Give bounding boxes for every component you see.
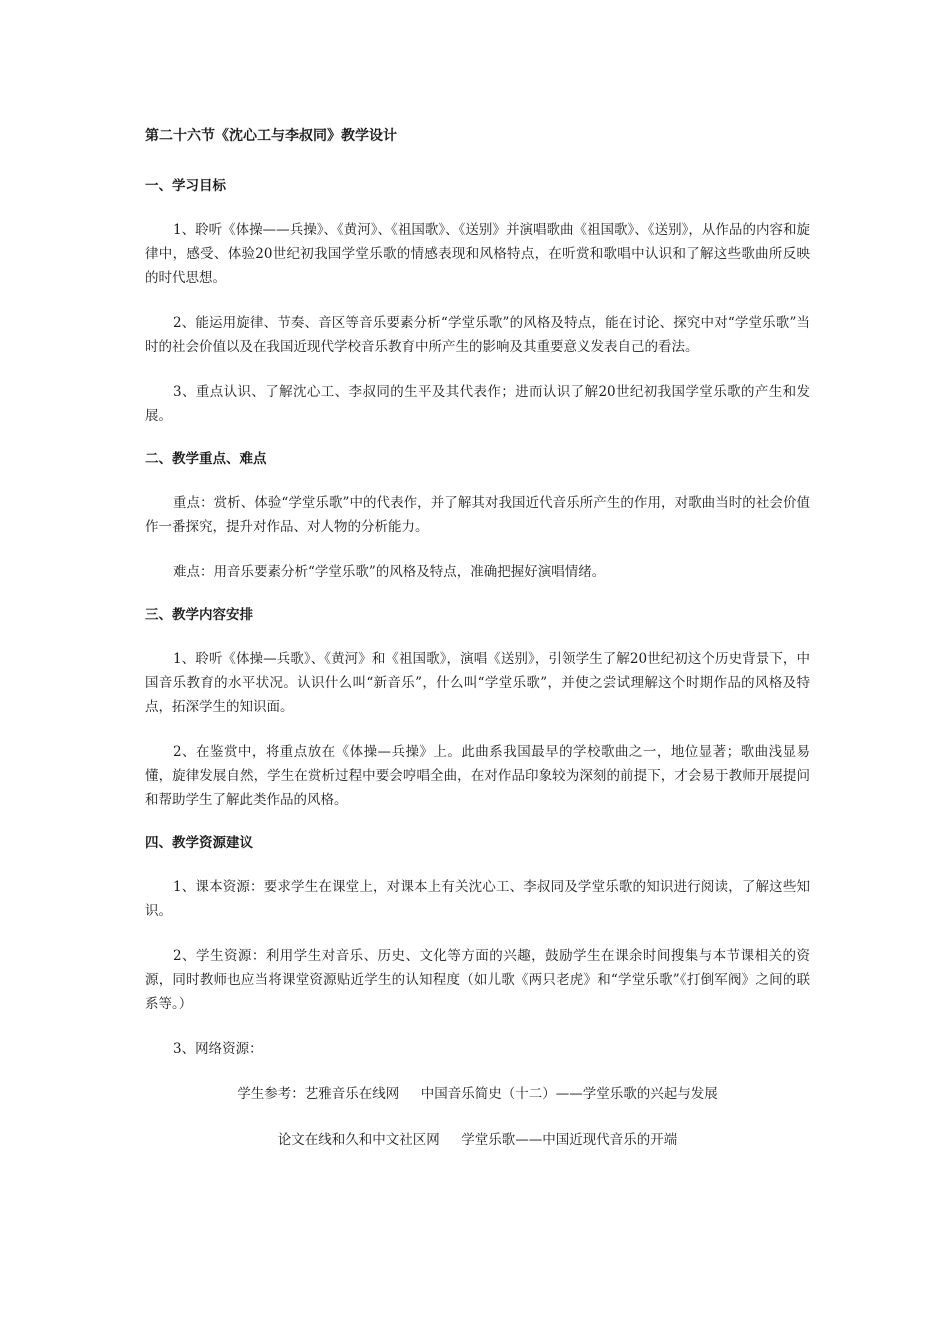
paragraph: 2、学生资源：利用学生对音乐、历史、文化等方面的兴趣，鼓励学生在课余时间搜集与本节课相关的资源，同时教师也应当将课堂资源贴近学生的认知程度（如儿歌《两只老虎》和“学堂乐歌”《打倒军阀》之间的联系等。） <box>145 948 810 1012</box>
section-heading: 二、教学重点、难点 <box>145 451 267 467</box>
paragraph: 2、在鉴赏中，将重点放在《体操—兵操》上。此曲系我国最早的学校歌曲之一，地位显著；歌曲浅显易懂，旋律发展自然，学生在赏析过程中要会哼唱全曲，在对作品印象较为深刻的前提下，才会易于教师开展提问和帮助学生了解此类作品的风格。 <box>145 744 810 808</box>
section-content-plan <box>145 605 810 812</box>
section-resources <box>145 833 810 1061</box>
paragraph: 2、能运用旋律、节奏、音区等音乐要素分析“学堂乐歌”的风格及特点，能在讨论、探究中对“学堂乐歌”当时的社会价值以及在我国近现代学校音乐教育中所产生的影响及其重要意义发表自己的看法。 <box>145 315 810 355</box>
paragraph: 3、重点认识、了解沈心工、李叔同的生平及其代表作；进而认识了解20世纪初我国学堂乐歌的产生和发展。 <box>145 384 810 424</box>
paragraph: 3、网络资源： <box>173 1041 263 1057</box>
paragraph: 1、聆听《体操——兵操》、《黄河》、《祖国歌》、《送别》并演唱歌曲《祖国歌》、《送别》，从作品的内容和旋律中，感受、体验20世纪初我国学堂乐歌的情感表现和风格特点，在听赏和歌唱中认识和了解这些歌曲所反映的时代思想。 <box>145 222 810 286</box>
paragraph: 难点：用音乐要素分析“学堂乐歌”的风格及特点，准确把握好演唱情绪。 <box>173 564 606 580</box>
document-page <box>145 126 810 1174</box>
resource-link-line: 学生参考：艺雅音乐在线网 中国音乐简史（十二）——学堂乐歌的兴起与发展 <box>237 1086 718 1102</box>
resource-link-line: 论文在线和久和中文社区网 学堂乐歌——中国近现代音乐的开端 <box>277 1132 678 1148</box>
document-title: 第二十六节《沈心工与李叔同》教学设计 <box>145 128 397 144</box>
section-heading: 三、教学内容安排 <box>145 607 253 623</box>
paragraph: 1、课本资源：要求学生在课堂上，对课本上有关沈心工、李叔同及学堂乐歌的知识进行阅读，了解这些知识。 <box>145 879 810 919</box>
section-key-points <box>145 449 810 584</box>
section-learning-goals <box>145 176 810 428</box>
section-heading: 一、学习目标 <box>145 178 226 194</box>
paragraph: 重点：赏析、体验“学堂乐歌”中的代表作，并了解其对我国近代音乐所产生的作用，对歌曲当时的社会价值作一番探究，提升对作品、对人物的分析能力。 <box>145 495 810 535</box>
paragraph: 1、聆听《体操—兵歌》、《黄河》和《祖国歌》，演唱《送别》，引领学生了解20世纪初这个历史背景下，中国音乐教育的水平状况。认识什么叫“新音乐”，什么叫“学堂乐歌”，并使之尝试理解这个时期作品的风格及特点，拓深学生的知识面。 <box>145 651 810 715</box>
section-heading: 四、教学资源建议 <box>145 835 253 851</box>
